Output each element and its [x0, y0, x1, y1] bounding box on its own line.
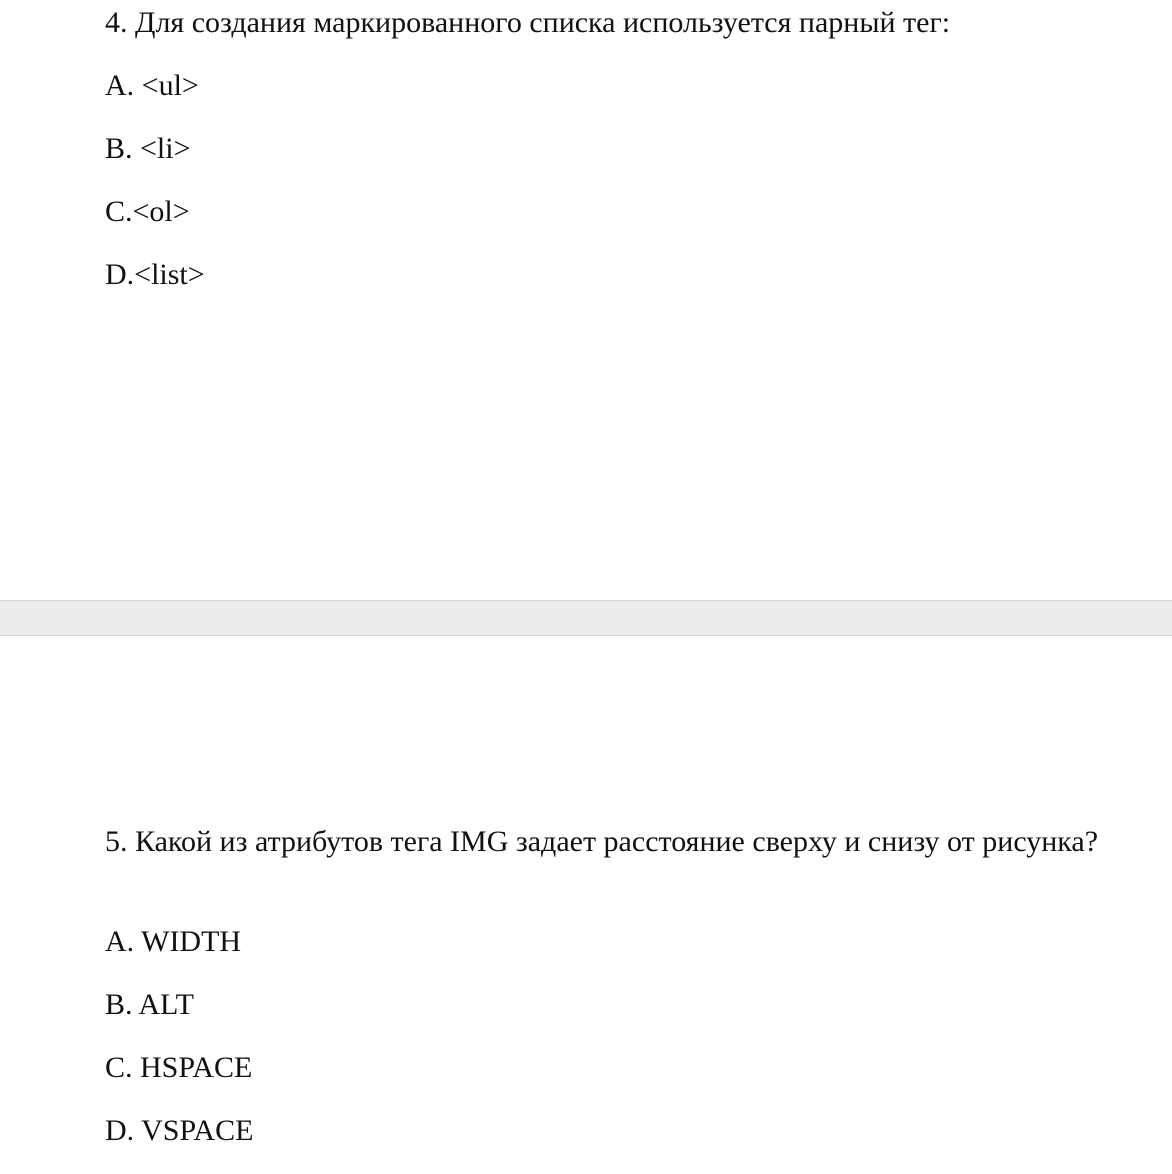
question-5-option-c: C. HSPACE	[105, 1051, 253, 1084]
question-5-option-b: B. ALT	[105, 988, 194, 1021]
question-4-text: 4. Для создания маркированного списка используется парный тег:	[105, 6, 951, 39]
document-page-2	[0, 636, 1172, 1174]
question-4-option-b: B. <li>	[105, 132, 191, 165]
question-4-option-d: D.<list>	[105, 258, 205, 291]
question-5-option-d: D. VSPACE	[105, 1114, 254, 1147]
page-separator	[0, 600, 1172, 636]
question-4-option-a: A. <ul>	[105, 69, 199, 102]
question-4-option-c: C.<ol>	[105, 195, 190, 228]
question-5-text: 5. Какой из атрибутов тега IMG задает расстояние сверху и снизу от рисунка?	[105, 825, 1099, 858]
question-5-option-a: A. WIDTH	[105, 925, 242, 958]
